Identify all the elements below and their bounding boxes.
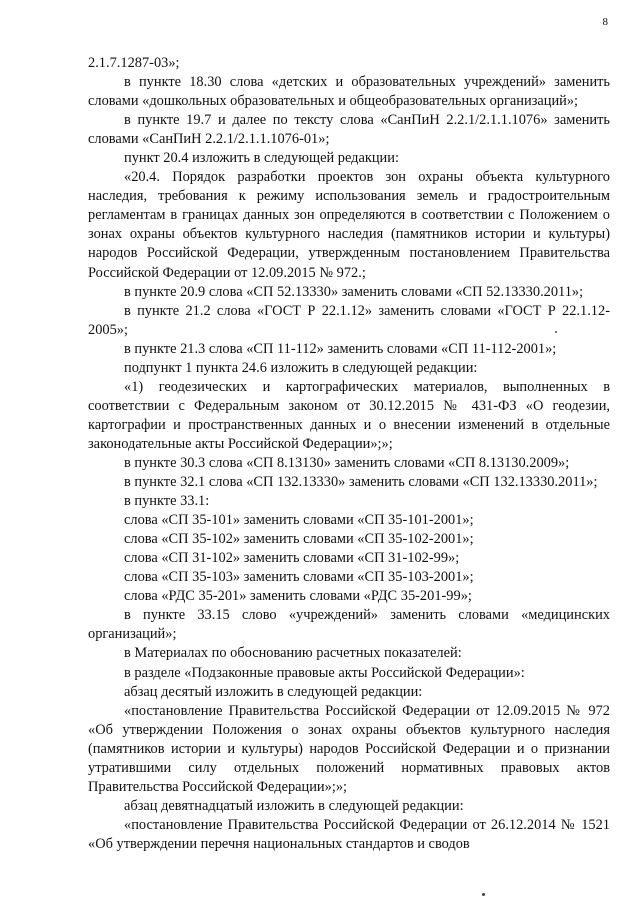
paragraph: в разделе «Подзаконные правовые акты Российской Федерации»: bbox=[124, 664, 525, 681]
paragraph: «1) геодезических и картографических материалов, выполненных в соответствии с Федеральным законом от 30.12.2015 № 431-ФЗ «О геодезии, картографии и пространственных данных и о внесении изменений в отдельные законодательные акты Российской Федерации»;»; bbox=[88, 378, 610, 452]
paragraph: в пункте 33.1: bbox=[124, 493, 210, 510]
paragraph: подпункт 1 пункта 24.6 изложить в следующей редакции: bbox=[124, 359, 478, 376]
paragraph: «20.4. Порядок разработки проектов зон охраны объекта культурного наследия, требования к режиму использования земель и градостроительным регламентам в границах данных зон определяются в соответствии с Положением о зонах охраны объектов культурного наследия (памятников истории и культуры) народов Российской Федерации, утвержденным постановлением Правительства Российской Федерации от 12.09.2015 № 972.; bbox=[88, 169, 610, 281]
paragraph: в пункте 19.7 и далее по тексту слова «СанПиН 2.2.1/2.1.1.1076» заменить словами «СанПиН 2.2.1/2.1.1.1076-01»; bbox=[88, 112, 610, 148]
paragraph: в пункте 20.9 слова «СП 52.13330» заменить словами «СП 52.13330.2011»; bbox=[124, 283, 584, 300]
paragraph: абзац десятый изложить в следующей редакции: bbox=[124, 683, 423, 700]
paragraph: слова «СП 35-103» заменить словами «СП 35-103-2001»; bbox=[124, 569, 474, 586]
scan-speck bbox=[482, 893, 485, 896]
paragraph: слова «СП 31-102» заменить словами «СП 31-102-99»; bbox=[124, 550, 460, 567]
paragraph: в пункте 21.2 слова «ГОСТ Р 22.1.12» заменить словами «ГОСТ Р 22.1.12-2005»; bbox=[88, 302, 610, 338]
paragraph: слова «СП 35-102» заменить словами «СП 35-102-2001»; bbox=[124, 531, 474, 548]
paragraph: в пункте 30.3 слова «СП 8.13130» заменить словами «СП 8.13130.2009»; bbox=[124, 454, 570, 471]
paragraph: слова «РДС 35-201» заменить словами «РДС 35-201-99»; bbox=[124, 588, 472, 605]
paragraph: в пункте 32.1 слова «СП 132.13330» заменить словами «СП 132.13330.2011»; bbox=[124, 474, 598, 491]
paragraph: в пункте 18.30 слова «детских и образовательных учреждений» заменить словами «дошкольных образовательных и общеобразовательных организаций»; bbox=[88, 74, 610, 110]
paragraph: слова «СП 35-101» заменить словами «СП 35-101-2001»; bbox=[124, 512, 474, 529]
paragraph: абзац девятнадцатый изложить в следующей редакции: bbox=[124, 797, 464, 814]
page-number: 8 bbox=[602, 16, 608, 28]
paragraph: 2.1.7.1287-03»; bbox=[88, 55, 180, 71]
scan-speck bbox=[555, 331, 557, 333]
paragraph: пункт 20.4 изложить в следующей редакции: bbox=[124, 150, 399, 167]
paragraph: в пункте 33.15 слово «учреждений» заменить словами «медицинских организаций»; bbox=[88, 607, 610, 643]
paragraph: в пункте 21.3 слова «СП 11-112» заменить словами «СП 11-112-2001»; bbox=[124, 340, 557, 357]
document-body bbox=[88, 54, 610, 854]
paragraph: «постановление Правительства Российской Федерации от 26.12.2014 № 1521 «Об утверждении перечня национальных стандартов и сводов bbox=[88, 816, 610, 852]
paragraph: в Материалах по обоснованию расчетных показателей: bbox=[124, 645, 462, 662]
paragraph: «постановление Правительства Российской Федерации от 12.09.2015 № 972 «Об утверждении Положения о зонах охраны объектов культурного наследия (памятников истории и культуры) народов Российской Федерации и о признании утратившими силу отдельных положений нормативных правовых актов Правительства Российской Федерации»;»; bbox=[88, 702, 610, 795]
